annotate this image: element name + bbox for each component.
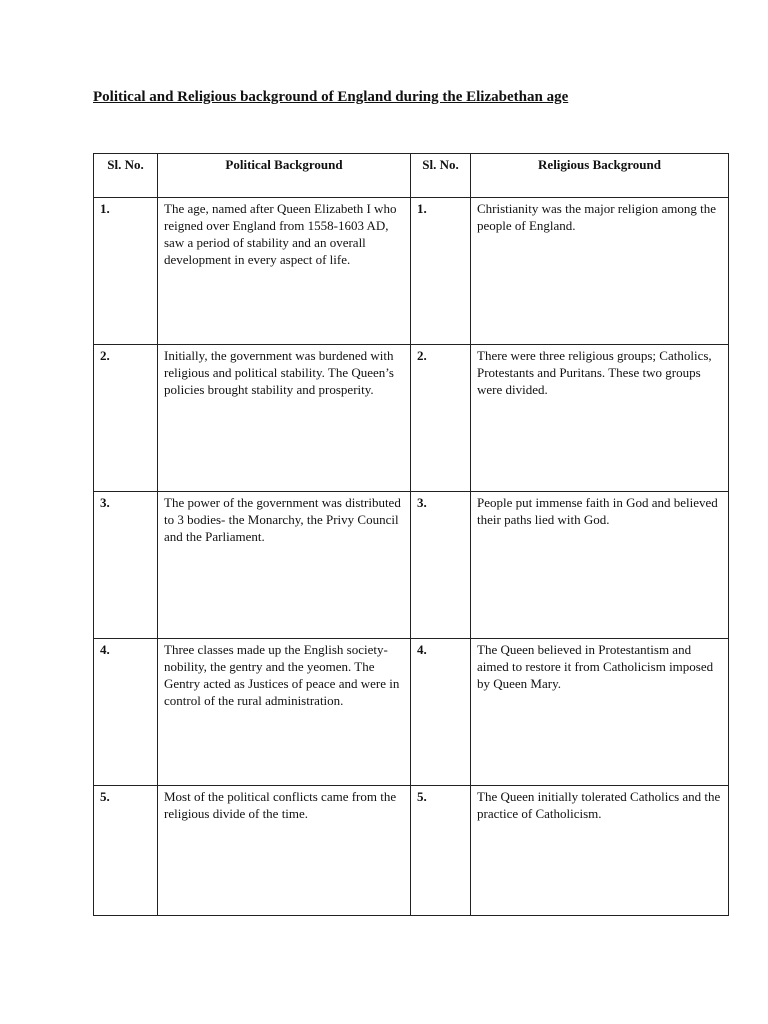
header-sl-no-religious: Sl. No. xyxy=(411,154,471,198)
political-cell: Three classes made up the English society- nobility, the gentry and the yeomen. The Gentry acted as Justices of peace and were in control of the rural administration. xyxy=(158,639,411,786)
political-cell: Initially, the government was burdened with religious and political stability. The Queen’s policies brought stability and prosperity. xyxy=(158,345,411,492)
political-row-number: 2. xyxy=(94,345,158,492)
political-row-number: 5. xyxy=(94,786,158,916)
political-cell: The power of the government was distributed to 3 bodies- the Monarchy, the Privy Council and the Parliament. xyxy=(158,492,411,639)
document-title: Political and Religious background of England during the Elizabethan age xyxy=(93,89,569,105)
political-row-number: 3. xyxy=(94,492,158,639)
table-header-row xyxy=(94,154,729,198)
political-cell: The age, named after Queen Elizabeth I who reigned over England from 1558-1603 AD, saw a period of stability and an overall development in every aspect of life. xyxy=(158,198,411,345)
background-table xyxy=(93,153,729,916)
table-row xyxy=(94,492,729,639)
religious-row-number: 3. xyxy=(411,492,471,639)
religious-row-number: 4. xyxy=(411,639,471,786)
religious-cell: The Queen believed in Protestantism and aimed to restore it from Catholicism imposed by Queen Mary. xyxy=(471,639,729,786)
religious-cell: People put immense faith in God and believed their paths lied with God. xyxy=(471,492,729,639)
religious-cell: The Queen initially tolerated Catholics and the practice of Catholicism. xyxy=(471,786,729,916)
religious-row-number: 5. xyxy=(411,786,471,916)
religious-cell: Christianity was the major religion among the people of England. xyxy=(471,198,729,345)
table-row xyxy=(94,198,729,345)
table-row xyxy=(94,345,729,492)
political-cell: Most of the political conflicts came from the religious divide of the time. xyxy=(158,786,411,916)
religious-cell: There were three religious groups; Catholics, Protestants and Puritans. These two groups were divided. xyxy=(471,345,729,492)
table-row xyxy=(94,639,729,786)
religious-row-number: 2. xyxy=(411,345,471,492)
header-sl-no-political: Sl. No. xyxy=(94,154,158,198)
political-row-number: 4. xyxy=(94,639,158,786)
header-political-background: Political Background xyxy=(158,154,411,198)
political-row-number: 1. xyxy=(94,198,158,345)
header-religious-background: Religious Background xyxy=(471,154,729,198)
table-row xyxy=(94,786,729,916)
religious-row-number: 1. xyxy=(411,198,471,345)
